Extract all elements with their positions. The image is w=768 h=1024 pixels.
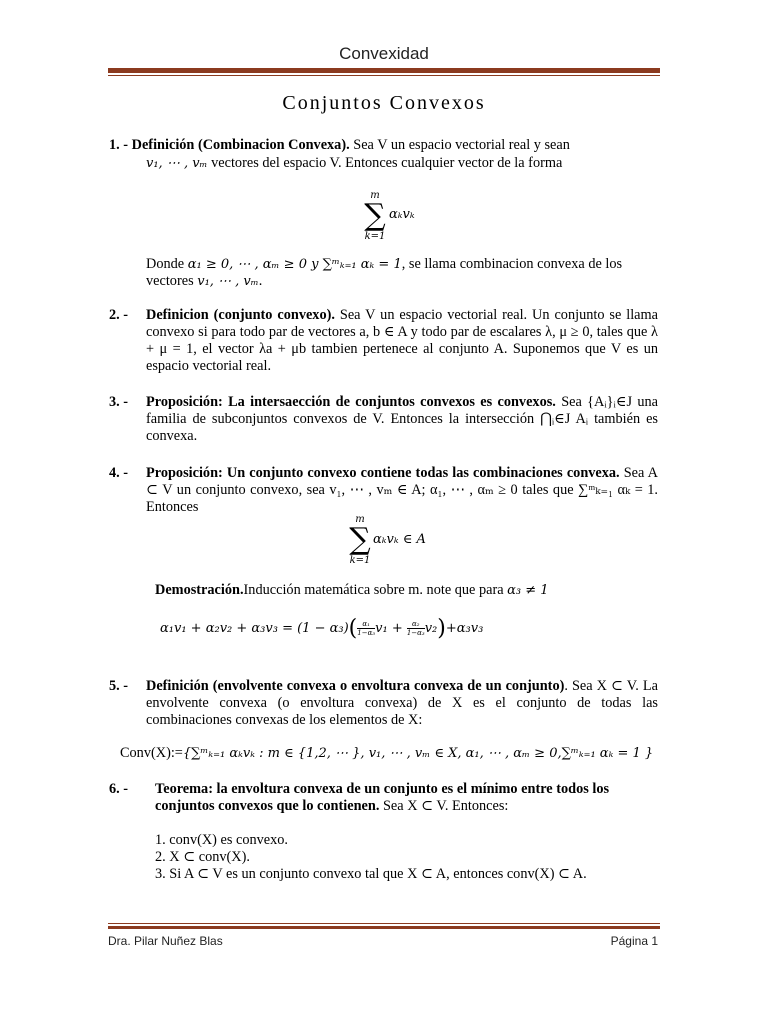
sum-lower-limit: k=1: [364, 231, 386, 242]
eq-fraction-1: $\frac{\text{α₁}}{\text{1−α₃}}$: [357, 620, 376, 637]
header-title: Convexidad: [339, 44, 429, 63]
item-2-body: Sea V un espacio vectorial real. Un conjunto se llama convexo si para todo par de vectores a, b ∈ A y todo par de escalares λ, μ ≥ 0, tales que λ + μ = 1, el vector λa + μb tambien pertenece al conjunto A. Suponemos que V es un espacio vectorial real.: [146, 307, 658, 374]
item-5-text: [146, 678, 658, 729]
footer-author: Dra. Pilar Nuñez Blas: [108, 934, 223, 948]
eq-end: v₂: [424, 621, 438, 636]
demo-math: α₃ ≠ 1: [507, 583, 549, 598]
item-3-lead: Proposición: La intersaección de conjuntos convexos es convexos.: [146, 394, 556, 410]
list-item: 1. conv(X) es convexo.: [155, 832, 289, 848]
item-3-text: [146, 394, 658, 445]
conv-label: Conv(X):=: [120, 745, 183, 761]
item-1-vectors: v₁, ⋯ , vₘ: [146, 156, 208, 171]
item-5-number: 5. -: [109, 678, 129, 694]
eq-tail: +α₃v₃: [445, 621, 484, 636]
footer-rule: [108, 926, 660, 929]
demo-equation: α₁v₁ + α₂v₂ + α₃v₃ = (1 − α₃)( $\frac{\text{α₁}}{\text{1−α₃}}$ v₁ + $\frac{\text{α₂}}{\text{1−α₃}}$ v₂)+α₃v₃: [160, 616, 484, 641]
item-1-donde-line2: [146, 273, 658, 290]
header-rule-thin: [108, 75, 660, 76]
demo-text: Inducción matemática sobre m. note que para: [243, 582, 508, 598]
item-2-text: [146, 307, 658, 375]
sum-upper-limit: m: [355, 514, 365, 525]
item-6-lead: Teorema: la envoltura convexa de un conjunto es el mínimo entre todos los conjuntos convexos que lo contienen.: [155, 781, 610, 814]
sum-lower-limit: k=1: [349, 555, 371, 566]
item-4-lead: Proposición: Un conjunto convexo contiene todas las combinaciones convexa.: [146, 465, 620, 481]
item-3-body: Sea {Aᵢ}ᵢ∈J una familia de subconjuntos convexos de V. Entonces la intersección ⋂ᵢ∈J Aᵢ también es convexa.: [146, 394, 658, 444]
demonstration: [155, 582, 660, 599]
item-4-number: 4. -: [109, 465, 129, 481]
item-1-text1: Sea V un espacio vectorial real y sean: [349, 137, 570, 153]
item-4-body: Sea A ⊂ V un conjunto convexo, sea v₁, ⋯ , vₘ ∈ A; α₁, ⋯ , αₘ ≥ 0 tales que ∑ᵐₖ₌₁ αₖ = 1. Entonces: [146, 465, 658, 515]
document-title: Conjuntos Convexos: [282, 92, 486, 114]
list-item: 3. Si A ⊂ V es un conjunto convexo tal que X ⊂ A, entonces conv(X) ⊂ A.: [155, 866, 587, 882]
footer-page-number: Página 1: [610, 934, 658, 948]
item-6-number: 6. -: [109, 781, 129, 797]
footer-rule-thin: [108, 923, 660, 924]
conv-math: {∑ᵐₖ₌₁ αₖvₖ : m ∈ {1,2, ⋯ }, v₁, ⋯ , vₘ ∈ X, α₁, ⋯ , αₘ ≥ 0,∑ᵐₖ₌₁ αₖ = 1 }: [182, 746, 654, 761]
item-6-text: [155, 781, 658, 815]
conv-definition: [120, 745, 665, 762]
donde-label: Donde: [146, 256, 188, 272]
item-6-body: Sea X ⊂ V. Entonces:: [379, 798, 509, 814]
item-5-body: . Sea X ⊂ V. La envolvente convexa (o envoltura convexa) de X es el conjunto de todas las combinaciones convexas de los elementos de X:: [146, 678, 658, 728]
header-rule: [108, 68, 660, 73]
eq-mid: v₁ +: [375, 621, 407, 636]
item-1-number: 1. -: [109, 137, 129, 153]
vectores-math: v₁, ⋯ , vₘ: [197, 274, 259, 289]
item-1-text2: vectores del espacio V. Entonces cualquier vector de la forma: [207, 155, 563, 171]
sum-sigma: ∑: [349, 522, 371, 557]
item-5-lead: Definición (envolvente convexa o envoltura convexa de un conjunto): [146, 678, 565, 694]
period: .: [258, 273, 263, 289]
eq-fraction-2: $\frac{\text{α₂}}{\text{1−α₃}}$: [406, 620, 425, 637]
demo-lead: Demostración.: [155, 582, 244, 598]
item-2-number: 2. -: [109, 307, 129, 323]
sum-upper-limit: m: [370, 190, 380, 201]
item-1-sum-body: αₖvₖ: [389, 207, 415, 222]
item-2-lead: Definicion (conjunto convexo).: [146, 307, 335, 323]
list-item: 2. X ⊂ conv(X).: [155, 849, 250, 865]
item-1: [109, 137, 659, 154]
sum-sigma: ∑: [364, 198, 386, 233]
item-4-text: [146, 465, 658, 516]
donde-text: , se llama combinacion convexa de los: [401, 256, 623, 272]
item-1-line2: [146, 155, 658, 172]
vectores-label: vectores: [146, 273, 198, 289]
item-1-lead: Definición (Combinacion Convexa).: [131, 137, 350, 153]
item-1-donde: [146, 256, 658, 273]
donde-math: α₁ ≥ 0, ⋯ , αₘ ≥ 0 y ∑ᵐₖ₌₁ αₖ = 1: [187, 257, 402, 272]
item-4-sum-body: αₖvₖ ∈ A: [373, 532, 426, 547]
eq-left: α₁v₁ + α₂v₂ + α₃v₃ = (1 − α₃): [160, 621, 349, 636]
item-3-number: 3. -: [109, 394, 129, 410]
